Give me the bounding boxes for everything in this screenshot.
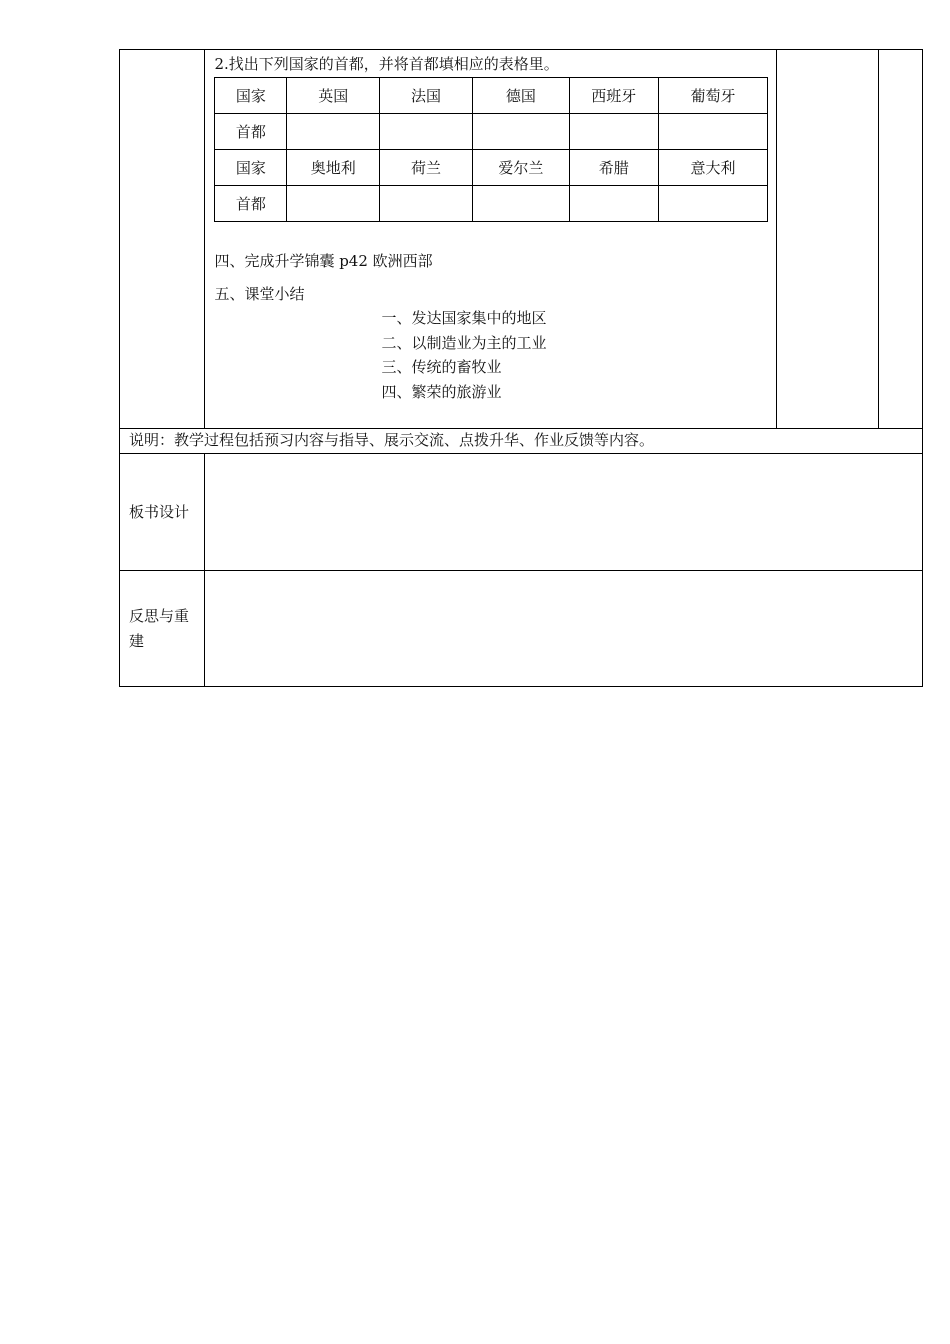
table-cell: 奥地利 <box>287 150 380 186</box>
table-row <box>215 114 768 150</box>
section-four-text: 四、完成升学锦囊 p42 欧洲西部 <box>214 252 433 270</box>
capital-table <box>214 77 768 222</box>
row-header: 国家 <box>215 78 287 114</box>
answer-cell[interactable] <box>472 186 569 222</box>
row-header: 首都 <box>215 114 287 150</box>
answer-cell[interactable] <box>380 114 473 150</box>
section-five-title: 五、课堂小结 <box>214 285 305 303</box>
process-row <box>120 50 923 429</box>
reflection-area[interactable] <box>205 571 923 687</box>
table-cell: 西班牙 <box>569 78 658 114</box>
answer-cell[interactable] <box>569 186 658 222</box>
row-header: 首都 <box>215 186 287 222</box>
answer-cell[interactable] <box>472 114 569 150</box>
answer-cell[interactable] <box>287 114 380 150</box>
board-design-label: 板书设计 <box>120 454 205 571</box>
table-cell: 希腊 <box>569 150 658 186</box>
answer-cell[interactable] <box>658 114 768 150</box>
lesson-plan-table <box>119 49 923 687</box>
summary-item: 四、繁荣的旅游业 <box>381 382 502 401</box>
answer-cell[interactable] <box>380 186 473 222</box>
table-cell: 葡萄牙 <box>658 78 768 114</box>
process-content-cell <box>205 50 777 429</box>
answer-cell[interactable] <box>658 186 768 222</box>
table-cell: 意大利 <box>658 150 768 186</box>
narrow-column-cell <box>879 50 923 429</box>
table-cell: 英国 <box>287 78 380 114</box>
table-cell: 法国 <box>380 78 473 114</box>
table-row <box>215 150 768 186</box>
note-row <box>120 429 923 454</box>
left-empty-cell <box>120 50 205 429</box>
summary-item: 一、发达国家集中的地区 <box>381 309 547 327</box>
table-cell: 德国 <box>472 78 569 114</box>
table-cell: 爱尔兰 <box>472 150 569 186</box>
notes-column-cell <box>777 50 879 429</box>
table-row <box>215 186 768 222</box>
summary-item: 二、以制造业为主的工业 <box>381 333 547 352</box>
reflection-label: 反思与重建 <box>120 571 205 687</box>
reflection-row <box>120 571 923 687</box>
summary-list <box>381 306 768 404</box>
summary-item: 三、传统的畜牧业 <box>381 358 502 376</box>
row-header: 国家 <box>215 150 287 186</box>
table-cell: 荷兰 <box>380 150 473 186</box>
board-design-row <box>120 454 923 571</box>
board-design-area[interactable] <box>205 454 923 571</box>
answer-cell[interactable] <box>287 186 380 222</box>
note-text: 说明：教学过程包括预习内容与指导、展示交流、点拨升华、作业反馈等内容。 <box>120 429 923 454</box>
answer-cell[interactable] <box>569 114 658 150</box>
table-row <box>215 78 768 114</box>
task-instruction: 2.找出下列国家的首都，并将首都填相应的表格里。 <box>214 55 559 73</box>
